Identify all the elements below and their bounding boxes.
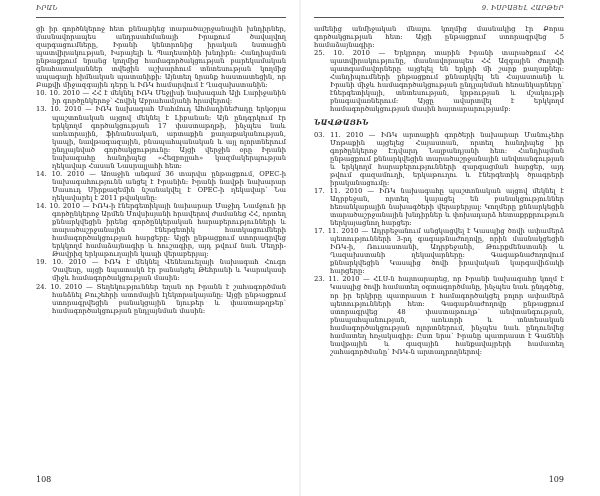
header-rule-right <box>314 17 564 18</box>
entry-date: 23. 11. 2010 — <box>314 275 370 284</box>
chronology-entry <box>36 202 286 258</box>
entry-text: ԻՌԿ արտաքին գործերի նախարար Մանուչեհր Մոթաքին այցելեց Հայաստան, որտեղ հանդիպեց իր գործընկերոջ Էդվարդ Նալբանդյանի հետ: Հանդիպման ընթացքում քննարկվեցին տարածաշրջանային անվտանգության և երկկողմ հարաբերությունների զարգացման հարցեր, այդ թվում գազամուղի, երկաթուղու և էներգետիկ ծրագրերի իրականացումը: <box>330 130 564 187</box>
entry-text: ԻՌԿ-ի էներգետիկայի նախարար Մաջիդ Նամջուն իր գործընկերոջ Արմեն Մովսիսյանի հրավերով ժամանեց ՀՀ, որտեղ քննարկվեցին իրենց գործընկերական հարաբերությունների և տարածաշրջանային էներգետիկ հատկացումների համագործակցության հարցերը: Այցի ընթացքում ստորագրվեց երկկողմ համաձայնագիր և հուշագիր, այդ թվում նաև Մեղրի-Թավրիզ երկաթուղային կապի վերաբերյալ: <box>52 202 286 259</box>
entry-text: ԻՌԿ նախագահ Մահմուդ Ահմադինեժադը երկօրյա պաշտոնական այցով մեկնել է Լիբանան: Այն ընդգրկում էր երկկողմ գործակցության 17 փաստաթղթի, ինչպես նաև առևտրային, ֆինանսական, արտաքին քաղաքականության, կապի, նավթագազային, բնապահպանական և այլ ոլորտներում ընդլայնված գործակցությունը: Այցի վերջին օրը Իրանի նախագահը հանդիպեց «Հեզբոլլահ» կազմակերպության ղեկավար Հասան Նասրալլահի հետ: <box>52 105 287 170</box>
continuation-paragraph: ամենից անմիջական մնալու կողմից մասնակից էր Քորա գործակցության հետ: Այցի ընթացքում ստորագրվեց 5 համաձայնագիր: <box>314 25 564 50</box>
entry-date: 03. 11. 2010 — <box>314 130 376 139</box>
entry-date: 17. 11. 2010 — <box>314 227 369 236</box>
entry-date: 24. 10. 2010 — <box>36 282 93 291</box>
chronology-entry <box>314 227 564 275</box>
entry-date: 10. 10. 2010 — <box>36 89 90 98</box>
chronology-entry <box>314 275 564 355</box>
continuation-paragraph: ցի իր գործնկերոջ հետ քննարկեց տարածաշրջանային խնդիրներ, մասնավորապես անդրսահմանայի Իրաքում ծավալվող զարգացումները, Իրանի կենտրոնից իրական նստացին պատվիրակության, Իսրայելի և Պաղեստինի խնդիրն: Հանդիպման ընթացքում նրանց կողմից համագործակցության բարեկամական գնահատականներ տվեցին աշխարհում տնտեսության կողմից ապագայի հիմնական պատանիքի: Այնտեղ նրանք հաստատեցին, որ Բաքվի միջազգային դերը և ԻՌԿ համարվում է Ղազախստանին: <box>36 25 286 90</box>
entry-date: 25. 10. 2010 — <box>314 49 386 58</box>
chronology-entry <box>314 131 564 187</box>
entry-date: 14. 10. 2010 — <box>36 202 90 211</box>
entry-text: ՀԼՍ-ն հայտարարեց, որ Իրանի նախագահը կողմ է Կասպից ծովի համատեղ օգտագործմանը, ինչպես նաև ընդգծեց, որ իր երկիրը պատրաստ է համագործակցել բոլոր ափամերձ պետությունների հետ: Գագաթնաժողովը ընթացքում ստորագրվեց 48 փաստաթուղթ՝ անվտանգության, բնապահպանության, առևտրի և տնտեսական համագործակցության ոլորտներում, ինչպես նաև ընդունվեց համատեղ հռչակագիր: Ըստ նրա՝ Իրանը պատրաստ է Գաճենի նավթային և գազային հանքավայրերի համատեղ շահագործմանը՝ ԻՌԿ-ն արտադրողներով: <box>330 275 565 356</box>
entry-text: Տեղեկություններ եղան որ Իրանն է շահագործման հանձնել Բուշեհրի ատոմային էլեկտրակայանը: Այցի ընթացքում ստորագրվեցին բանակցային նյութեր և փաստաթղթեր՝ համագործակցության ընդլայնման մասին: <box>52 282 286 315</box>
entry-text: Առաջին անգամ 36 տարվա ընթացքում, OPEC-ի նախագահությունն անցել է Իրանին: Իրանի նավթի նախարար Մասուդ Միրքազեմին նշանակվել է OPEC-ի ղեկավար՝ Նա ղեկավարել է 2011 թվականը: <box>52 169 286 202</box>
entry-text: Երկրորդ տարին Իրանի տարածքում ՀՀ պատվիրակությունը, մասնավորապես ՀՀ Ազգային ժողովի պատգամավորները այցելել են երկրի մի շարք քաղաքներ: Հանդիպումների ընթացքում քննարկվել են Հայաստանի և Իրանի միջև համագործակցության ընդլայնման հեռանկարները՝ էներգետիկայի, տնտեսության, կրթության և մշակույթի բնագավառներում: Այցը ավարտվել է երկկողմ համագործակցության մասին հայտարարությամբ: <box>330 49 564 114</box>
entry-text: Ադրբեջանում անցկացվել է Կասպից ծովի ափամերձ պետությունների 3-րդ գագաթնաժողովը, որին մասնակցեցին ԻՌԿ-ի, Ռուսաստանի, Ադրբեջանի, Թուրքմենստանի և Ղազախստանի ղեկավարները: Գագաթնաժողովում քննարկվեցին Կասպից ծովի իրավական կարգավիճակի հարցերը: <box>330 227 564 276</box>
entry-date: 19. 10. 2010 — <box>36 258 99 267</box>
entry-text: ՀՀ է մեկնել ԻՌԿ Մեջլիսի նախագահ Ալի Լարիջանին իր գործընկերոջ՝ Հովիկ Աբրահամյանի հրավերով: <box>52 89 286 106</box>
entry-text: ԻՌԿ է մեկնել Վենեսուելայի նախագահ Հուգո Չավեսը, այցի նպատակն էր բանակցել Թեհրանի և Կարակասի միջև համագործակցության մասին: <box>52 258 286 283</box>
header-rule-left <box>36 17 286 18</box>
chronology-entry <box>36 258 286 282</box>
entry-date: 17. 11. 2010 — <box>314 186 375 195</box>
chronology-entry <box>314 187 564 227</box>
entry-text: ԻՌԿ նախագահը պաշտոնական այցով մեկնել է Ադրբեջան, որտեղ կայացել են բանակցություններ հեռանկարային նախագծերի վերաբերյալ: Կողմերը քննարկեցին տարածաշրջանային խնդիրներ և փոխադարձ հետաքրքրություն ներկայացնող հարցեր: <box>330 186 564 228</box>
section-heading: ՆԱՎԹԱՅԻՆ <box>314 117 369 127</box>
running-head-right: 9. ԻՍՐԱՅԵԼ ՀԱՐԹԵՐ <box>481 4 564 12</box>
page-number-left: 108 <box>36 475 52 484</box>
left-page-body <box>36 25 286 315</box>
chronology-entry <box>36 105 286 169</box>
running-head-left: ԻՐԱՆ <box>36 4 58 12</box>
chronology-entry <box>36 170 286 202</box>
entry-date: 14. 10. 2010 — <box>36 169 96 178</box>
chronology-entry <box>36 283 286 315</box>
right-page-body <box>314 25 564 356</box>
page-number-right: 109 <box>548 475 564 484</box>
chronology-entry <box>36 89 286 105</box>
right-page <box>300 0 600 496</box>
chronology-entry <box>314 49 564 113</box>
entry-date: 13. 10. 2010 — <box>36 105 92 114</box>
